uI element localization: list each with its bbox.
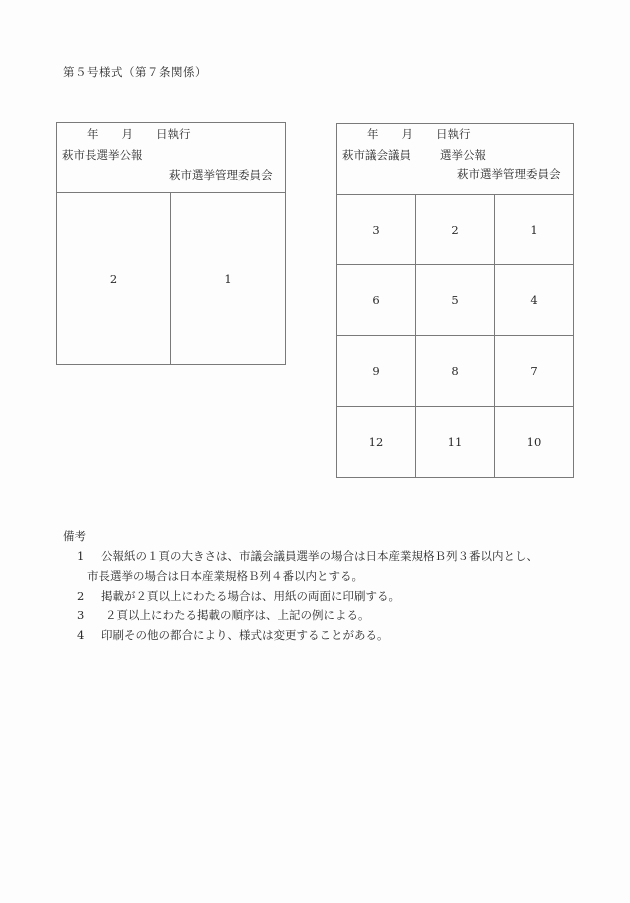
- council-row-divider: [336, 335, 574, 336]
- remark-number: 2: [77, 589, 85, 603]
- council-page-number: 12: [368, 435, 384, 449]
- council-row-divider: [336, 264, 574, 265]
- remark-text-continued: 市長選挙の場合は日本産業規格Ｂ列４番以内とする。: [87, 569, 363, 583]
- remark-number: 4: [77, 628, 85, 642]
- remark-number: 3: [77, 608, 85, 622]
- council-header-divider: [336, 194, 574, 195]
- mayor-page-number: 2: [109, 272, 118, 286]
- council-page-number: 2: [451, 223, 459, 237]
- mayor-issuer: 萩市選挙管理委員会: [169, 168, 273, 182]
- remark-number: 1: [77, 549, 85, 563]
- council-page-number: 8: [451, 364, 459, 378]
- council-issuer: 萩市選挙管理委員会: [457, 167, 561, 181]
- council-page-number: 5: [451, 293, 459, 307]
- council-row-divider: [336, 406, 574, 407]
- mayor-header-divider: [56, 192, 286, 193]
- remark-text: ２頁以上にわたる掲載の順序は、上記の例による。: [105, 608, 370, 622]
- council-page-number: 11: [447, 435, 463, 449]
- mayor-date-line: 年 月 日執行: [87, 127, 191, 141]
- form-title: 第５号様式（第７条関係）: [63, 65, 207, 79]
- council-page-number: 4: [530, 293, 538, 307]
- council-date-line: 年 月 日執行: [367, 127, 471, 141]
- council-page-number: 1: [530, 223, 538, 237]
- remark-text: 公報紙の１頁の大きさは、市議会議員選挙の場合は日本産業規格Ｂ列３番以内とし、: [101, 549, 538, 563]
- council-heading-left: 萩市議会議員: [342, 148, 411, 162]
- remark-text: 掲載が２頁以上にわたる場合は、用紙の両面に印刷する。: [101, 589, 400, 603]
- council-page-number: 7: [530, 364, 538, 378]
- council-page-number: 3: [372, 223, 380, 237]
- mayor-page-number: 1: [224, 272, 232, 286]
- remark-text: 印刷その他の都合により、様式は変更することがある。: [101, 628, 389, 642]
- mayor-heading: 萩市長選挙公報: [62, 148, 143, 162]
- council-page-number: 9: [372, 364, 380, 378]
- council-page-number: 6: [372, 293, 380, 307]
- remarks-heading: 備考: [63, 529, 86, 543]
- council-page-number: 10: [526, 435, 542, 449]
- council-heading-right: 選挙公報: [440, 148, 486, 162]
